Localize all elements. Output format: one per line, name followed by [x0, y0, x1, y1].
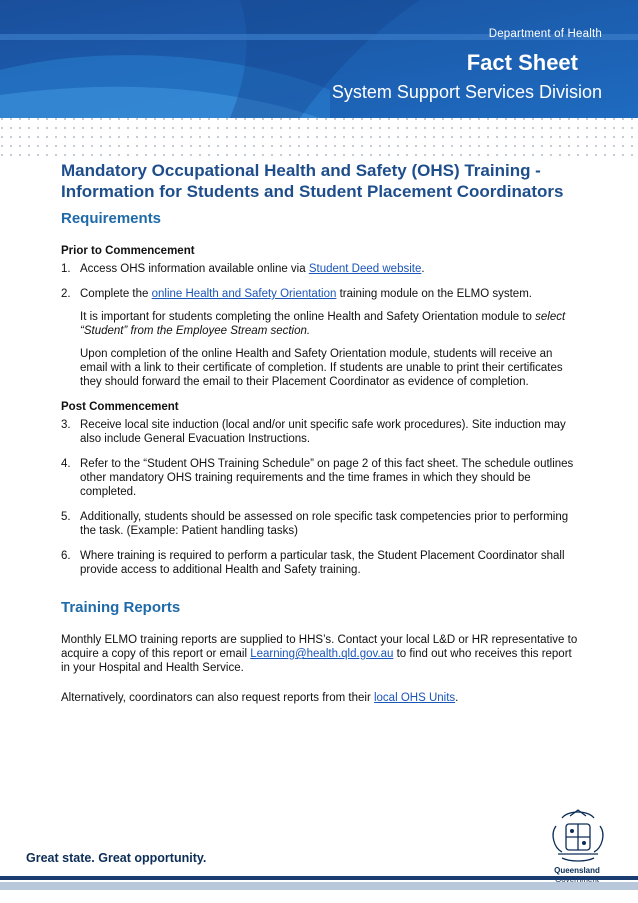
list-item-6	[61, 549, 581, 577]
item-text: Access OHS information available online via	[80, 263, 309, 275]
reports-text: Monthly ELMO training reports are supplied to HHS’s. Contact your local L&D or HR representative to acquire a copy of this report or email	[61, 634, 578, 660]
section-heading-training-reports: Training Reports	[61, 599, 181, 616]
section-heading-requirements: Requirements	[61, 210, 162, 227]
list-item-4	[61, 457, 581, 499]
division-name: System Support Services Division	[331, 82, 602, 102]
footer-tagline: Great state. Great opportunity.	[26, 851, 207, 865]
reports-alt-text: Alternatively, coordinators can also request reports from their	[61, 692, 374, 704]
local-ohs-units-link[interactable]: local OHS Units	[373, 692, 456, 704]
item-number: 5.	[61, 511, 71, 523]
reports-alt-text-end: .	[455, 692, 459, 704]
item-text: Refer to the “Student OHS Training Schedule” on page 2 of this fact sheet. The schedule outlines other mandatory OHS training requirements and the time frames in which they should be completed.	[80, 458, 574, 498]
item-text: Where training is required to perform a particular task, the Student Placement Coordinator shall provide access to additional Health and Safety training.	[80, 550, 565, 576]
item-number: 4.	[61, 458, 71, 470]
footer-bar	[0, 876, 638, 880]
reports-paragraph	[61, 633, 581, 675]
item-number: 2.	[61, 288, 71, 300]
subheading-post: Post Commencement	[61, 401, 179, 413]
doc-type-title: Fact Sheet	[466, 50, 578, 75]
list-item-1	[61, 262, 581, 276]
department-name: Department of Health	[488, 28, 602, 40]
footer-bar-light	[0, 882, 638, 890]
learning-email-link[interactable]: Learning@health.qld.gov.au	[250, 648, 394, 660]
item-text: Receive local site induction (local and/or unit specific safe work procedures). Site induction may also include General Evacuation Instructions.	[80, 419, 566, 445]
header-graphic	[0, 0, 638, 160]
hs-orientation-link[interactable]: online Health and Safety Orientation	[151, 288, 337, 300]
list-item-5	[61, 510, 581, 538]
reports-text-end: to find out who receives this report in your Hospital and Health Service.	[61, 648, 572, 674]
item-text-end: training module on the ELMO system.	[336, 288, 532, 300]
subheading-prior: Prior to Commencement	[61, 245, 195, 257]
item-note-italic: select “Student” from the Employee Stream section.	[80, 311, 566, 337]
item-text: Complete the	[80, 288, 152, 300]
item-number: 6.	[61, 550, 71, 562]
item-note: It is important for students completing the online Health and Safety Orientation module to	[80, 311, 536, 323]
main-content	[61, 160, 581, 715]
list-item-3	[61, 418, 581, 446]
item-text-end: .	[421, 263, 425, 275]
logo-line-1: Queensland	[554, 866, 600, 875]
list-item-2	[61, 287, 581, 389]
item-text: Additionally, students should be assessed on role specific task competencies prior to performing the task. (Example: Patient handling tasks)	[80, 511, 569, 537]
item-number: 1.	[61, 263, 71, 275]
item-completion-note: Upon completion of the online Health and Safety Orientation module, students will receive an email with a link to their certificate of completion. If students are unable to print their certificates they should forward the email to their Placement Coordinator as evidence of completion.	[80, 348, 563, 388]
student-deed-link[interactable]: Student Deed website	[308, 263, 422, 275]
reports-alternative-paragraph	[61, 691, 581, 705]
header-banner	[0, 0, 638, 160]
item-number: 3.	[61, 419, 71, 431]
page-title: Mandatory Occupational Health and Safety (OHS) Training - Information for Students and Student Placement Coordinators	[61, 161, 564, 201]
